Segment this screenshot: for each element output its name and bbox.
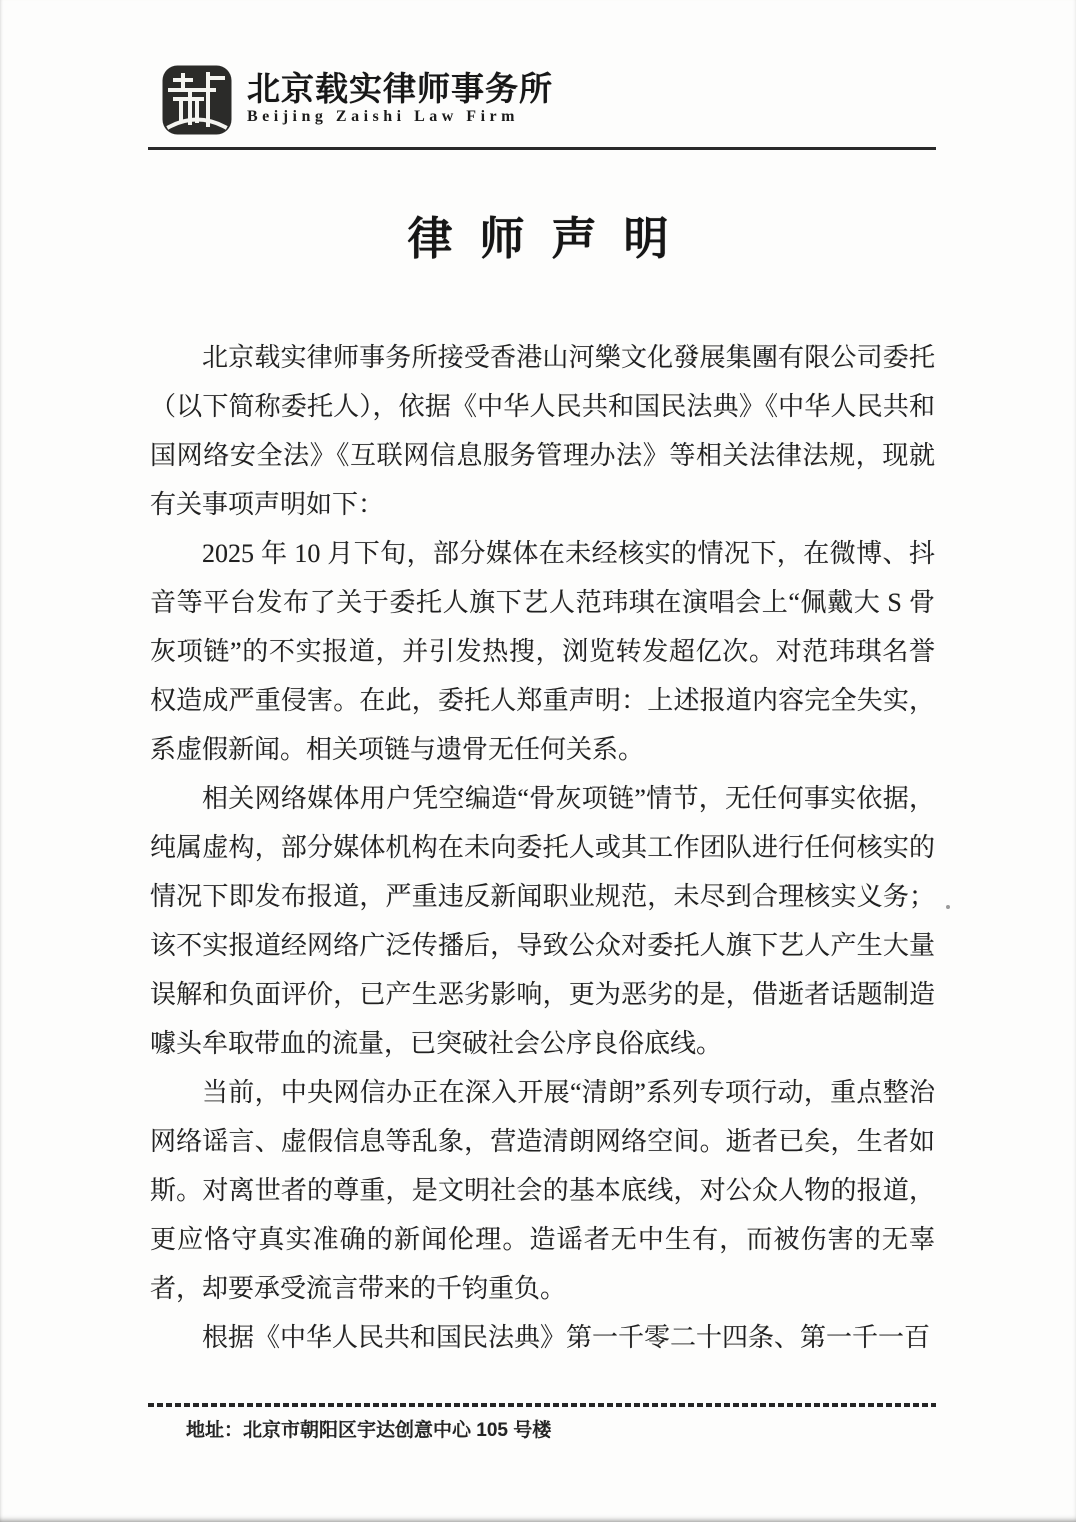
letterhead-divider: [148, 147, 936, 150]
paragraph-fabrication: 相关网络媒体用户凭空编造“骨灰项链”情节，无任何事实依据，纯属虚构，部分媒体机构在未向委托人或其工作团队进行任何核实的情况下即发布报道，严重违反新闻职业规范，未尽到合理核实义务；该不实报道经网络广泛传播后，导致公众对委托人旗下艺人产生大量误解和负面评价，已产生恶劣影响，更为恶劣的是，借逝者话题制造噱头牟取带血的流量，已突破社会公序良俗底线。: [150, 784, 935, 1058]
paragraph-incident: 2025 年 10 月下旬，部分媒体在未经核实的情况下，在微博、抖音等平台发布了关于委托人旗下艺人范玮琪在演唱会上“佩戴大 S 骨灰项链”的不实报道，并引发热搜，浏览转发超亿次。对范玮琪名誉权造成严重侵害。在此，委托人郑重声明：上述报道内容完全失实，系虚假新闻。相关项链与遗骨无任何关系。: [150, 539, 935, 764]
scan-artifact: [946, 905, 950, 909]
paragraph-intro: 北京载实律师事务所接受香港山河樂文化發展集團有限公司委托（以下简称委托人），依据《中华人民共和国民法典》《中华人民共和国网络安全法》《互联网信息服务管理办法》等相关法律法规，现就有关事项声明如下：: [150, 343, 935, 519]
paragraph-legal-basis: 根据《中华人民共和国民法典》第一千零二十四条、第一千一百: [202, 1323, 931, 1352]
footer-address: 地址：北京市朝阳区宇达创意中心 105 号楼: [186, 1420, 552, 1441]
footer-divider: [148, 1403, 936, 1407]
law-firm-logo-icon: [161, 64, 233, 136]
firm-name-zh: 北京载实律师事务所: [247, 71, 553, 108]
paragraph-qinglang: 当前，中央网信办正在深入开展“清朗”系列专项行动，重点整治网络谣言、虚假信息等乱象，营造清朗网络空间。逝者已矣，生者如斯。对离世者的尊重，是文明社会的基本底线，对公众人物的报道，更应恪守真实准确的新闻伦理。造谣者无中生有，而被伤害的无辜者，却要承受流言带来的千钧重负。: [150, 1078, 935, 1303]
firm-name-en: Beijing Zaishi Law Firm: [247, 108, 519, 126]
letterhead: [161, 64, 553, 136]
statement-body: [150, 333, 935, 1383]
firm-name-block: [247, 73, 553, 128]
document-title: 律师声明: [407, 213, 696, 264]
